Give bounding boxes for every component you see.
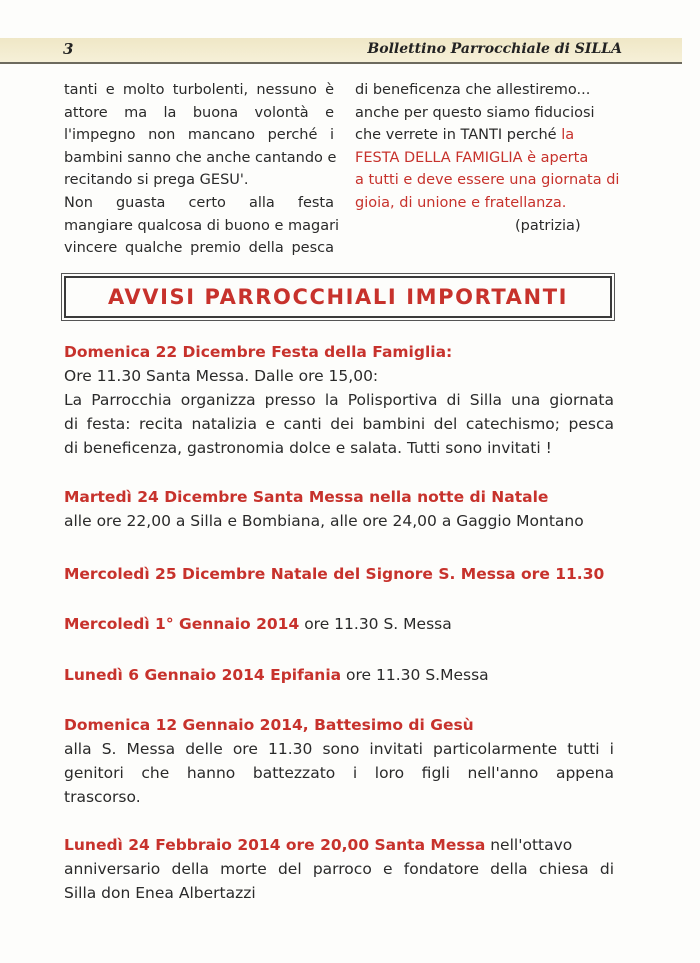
article-line — [355, 124, 625, 147]
bulletin-title: Bollettino Parrocchiale di SILLA — [367, 41, 622, 57]
notice-capodanno — [64, 612, 614, 636]
notice-line: anniversario della morte del parroco e fondatore della chiesa di — [64, 860, 614, 878]
notice-line: La Parrocchia organizza presso la Polisportiva di Silla una giornata — [64, 391, 614, 409]
article-signature: (patrizia) — [515, 217, 581, 234]
article-text: che verrete in TANTI perché — [355, 127, 557, 144]
notice-heading: Domenica 12 Gennaio 2014, Battesimo di Gesù — [64, 716, 474, 734]
notice-line: alle ore 22,00 a Silla e Bombiana, alle ore 24,00 a Gaggio Montano — [64, 512, 584, 530]
notice-heading: Lunedì 6 Gennaio 2014 Epifania — [64, 666, 342, 684]
article-line: di beneficenza che allestiremo... — [355, 82, 591, 98]
notice-natale-vigilia — [64, 485, 614, 533]
article-line: mangiare qualcosa di buono e magari — [64, 217, 340, 234]
notice-anniversario — [64, 833, 614, 905]
notice-line — [64, 833, 614, 857]
article-right-column — [355, 79, 625, 237]
article-line: attore ma la buona volontà e — [64, 104, 334, 121]
article-line: vincere qualche premio della pesca — [64, 240, 334, 257]
notice-natale — [64, 562, 614, 586]
notice-heading: Domenica 22 Dicembre Festa della Famiglia: — [64, 343, 453, 361]
notice-line — [64, 612, 614, 636]
notice-heading: Lunedì 24 Febbraio 2014 ore 20,00 Santa Messa — [64, 836, 486, 854]
notice-text: ore 11.30 S.Messa — [346, 666, 489, 684]
notice-heading: Mercoledì 25 Dicembre Natale del Signore S. Messa ore 11.30 — [64, 565, 605, 583]
article-highlight: FESTA DELLA FAMIGLIA è aperta — [355, 149, 589, 166]
notice-line: trascorso. — [64, 788, 141, 806]
page-number: 3 — [63, 40, 74, 58]
notice-battesimo — [64, 713, 614, 809]
notice-heading: Martedì 24 Dicembre Santa Messa nella notte di Natale — [64, 488, 549, 506]
notice-heading: Mercoledì 1° Gennaio 2014 — [64, 615, 300, 633]
notices-title-box — [64, 276, 612, 318]
notice-line: alla S. Messa delle ore 11.30 sono invitati particolarmente tutti i — [64, 740, 614, 758]
notice-line — [64, 663, 614, 687]
notice-text: ore 11.30 S. Messa — [304, 615, 452, 633]
article-highlight: gioia, di unione e fratellanza. — [355, 194, 567, 211]
notice-festa-famiglia — [64, 340, 614, 460]
notice-epifania — [64, 663, 614, 687]
article-left-column — [64, 79, 340, 260]
article-line: tanti e molto turbolenti, nessuno è — [64, 82, 334, 98]
article-line: bambini sanno che anche cantando e — [64, 149, 337, 166]
article-line: l'impegno non mancano perché i — [64, 127, 334, 144]
article-line: Non guasta certo alla festa — [64, 194, 334, 211]
notice-line: Silla don Enea Albertazzi — [64, 884, 256, 902]
notice-line: di beneficenza, gastronomia dolce e salata. Tutti sono invitati ! — [64, 439, 552, 457]
notice-line: Ore 11.30 Santa Messa. Dalle ore 15,00: — [64, 367, 379, 385]
notice-line: di festa: recita natalizia e canti dei bambini del catechismo; pesca — [64, 415, 614, 433]
article-highlight: a tutti e deve essere una giornata di — [355, 172, 620, 189]
notice-line: genitori che hanno battezzato i loro figli nell'anno appena — [64, 764, 614, 782]
page-header — [0, 38, 682, 64]
article-highlight: la — [561, 127, 575, 144]
article-line: recitando si prega GESU'. — [64, 172, 249, 189]
notices-title: AVVISI PARROCCHIALI IMPORTANTI — [107, 285, 569, 309]
notice-text: nell'ottavo — [490, 836, 573, 854]
article-line: anche per questo siamo fiduciosi — [355, 104, 595, 121]
